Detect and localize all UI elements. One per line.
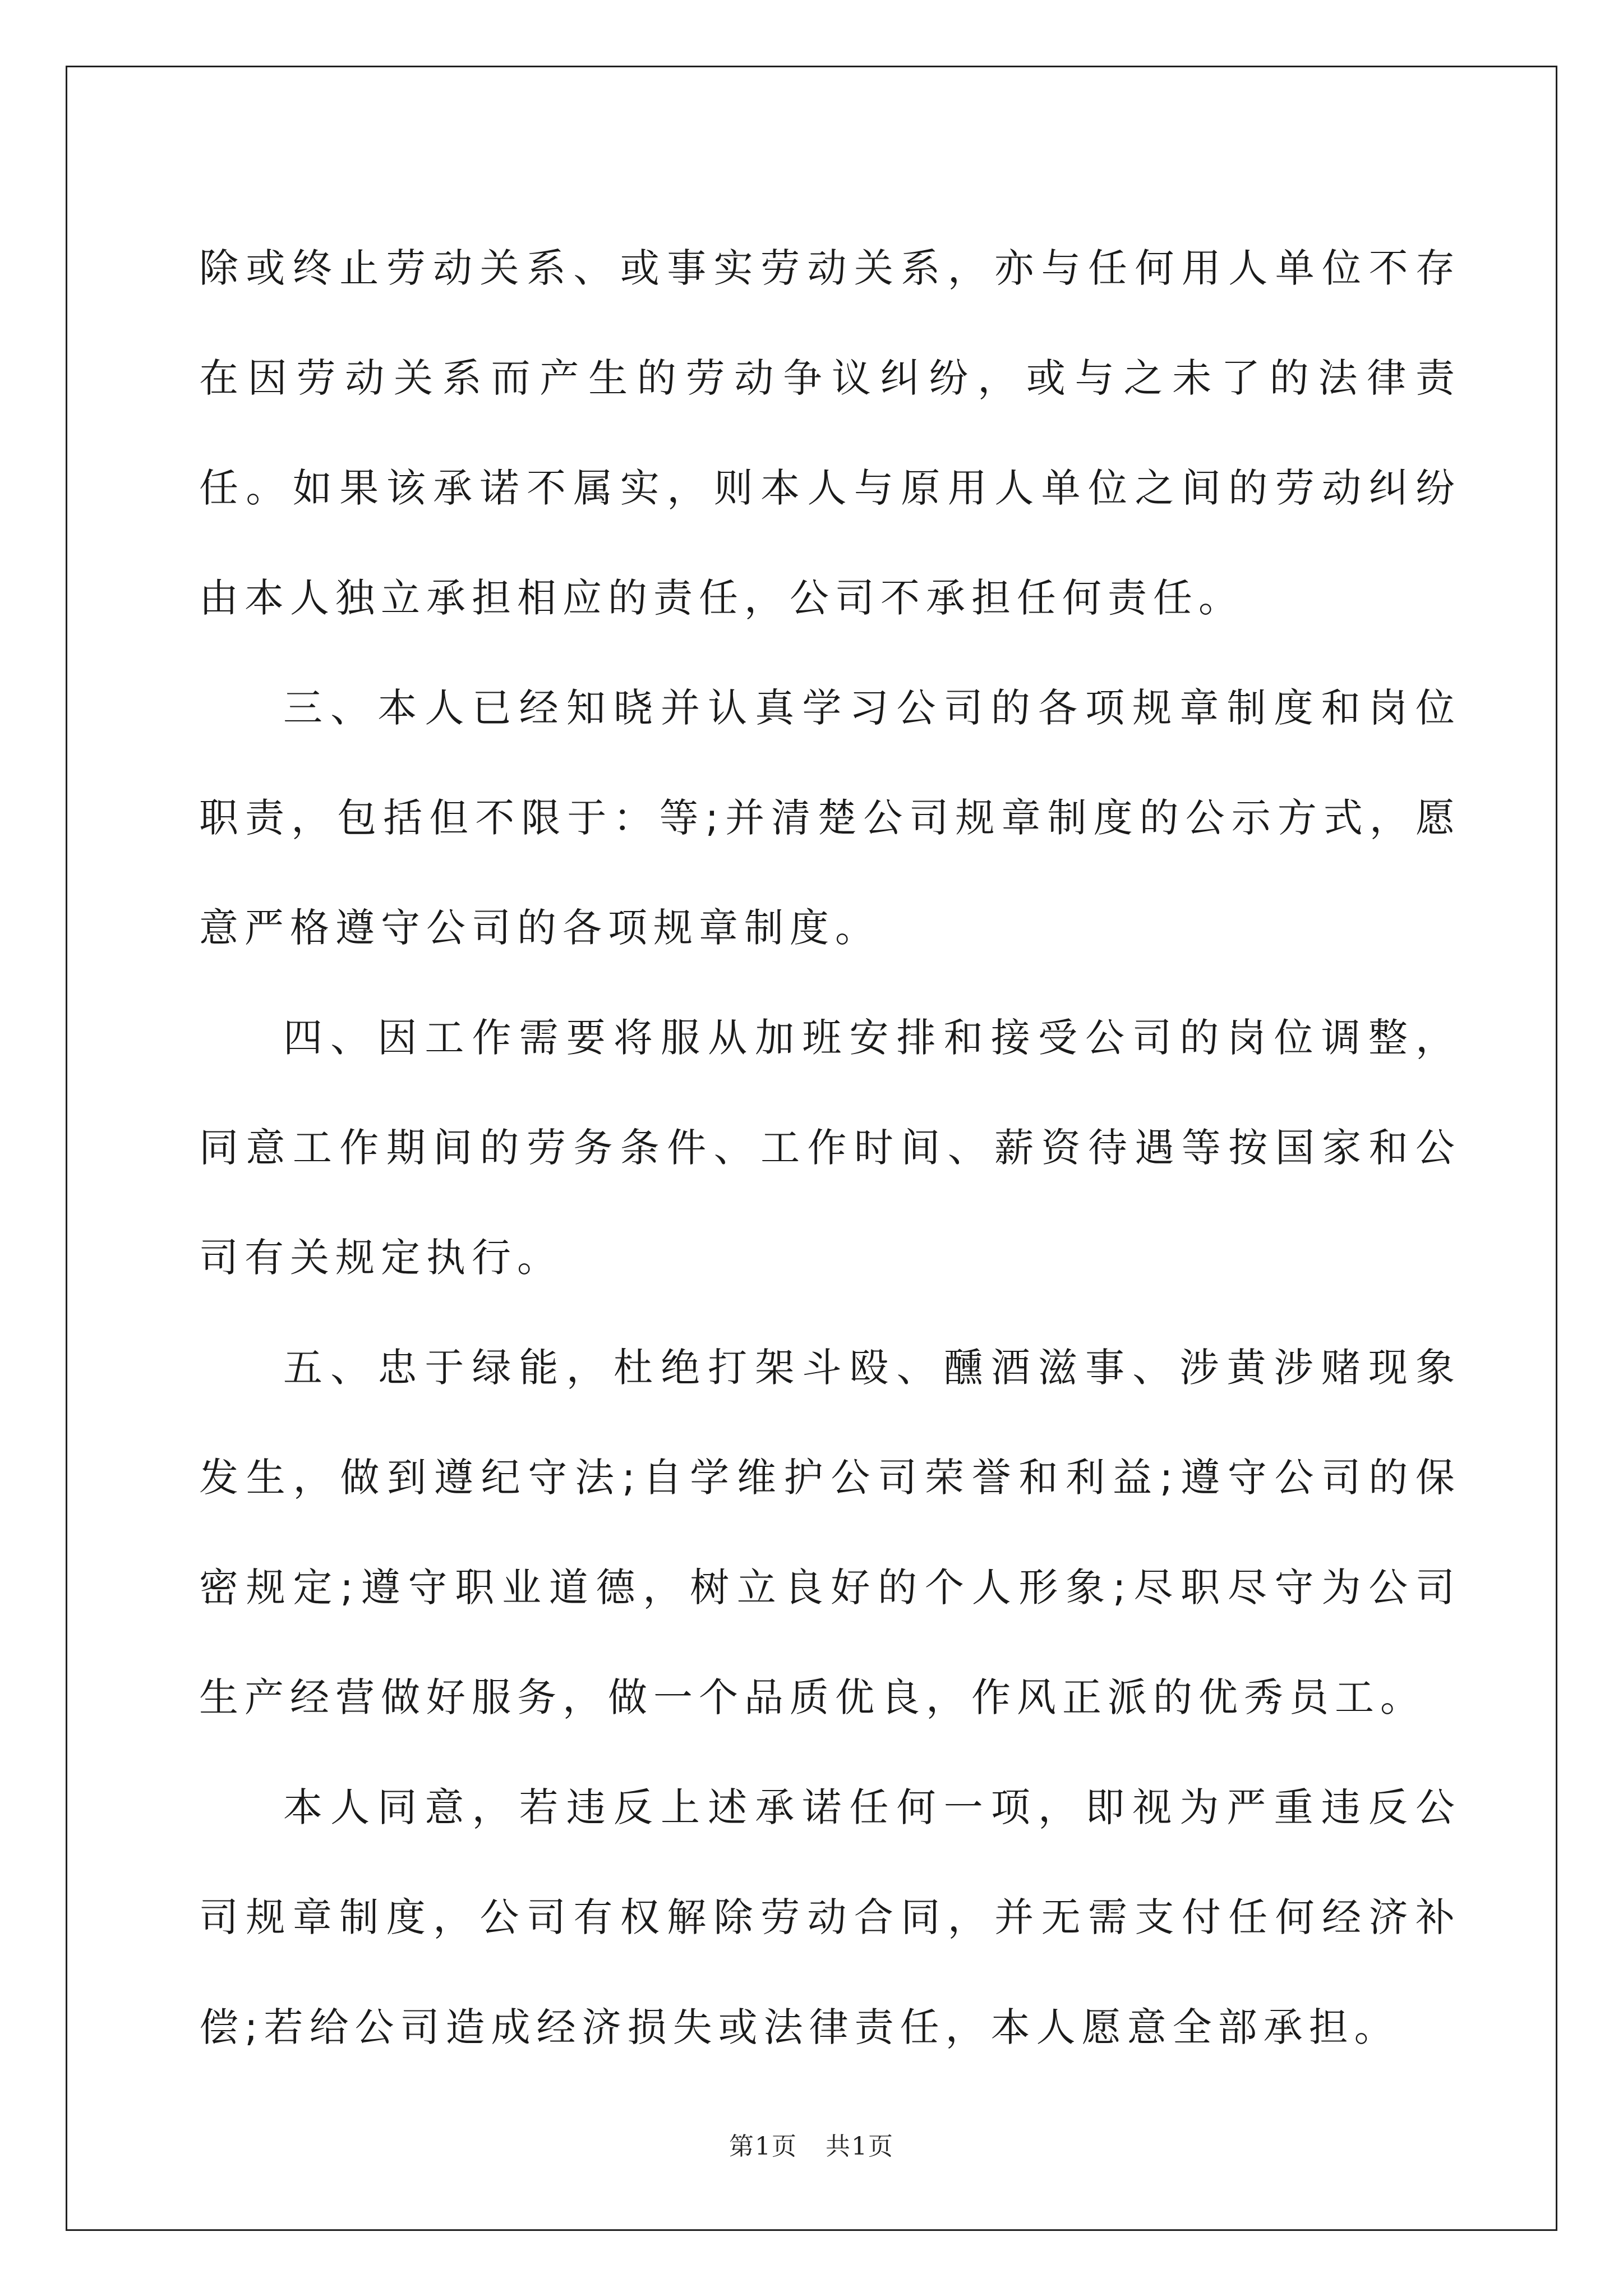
page-footer: [0, 2126, 1623, 2162]
paragraph-clause-3: 三、本人已经知晓并认真学习公司的各项规章制度和岗位职责，包括但不限于：等;并清楚公司规章制度的公示方式，愿意严格遵守公司的各项规章制度。: [199, 685, 1461, 951]
page-total: 共1页: [826, 2132, 894, 2161]
paragraph-clause-5: 五、忠于绿能，杜绝打架斗殴、醺酒滋事、涉黄涉赌现象发生，做到遵纪守法;自学维护公司荣誉和利益;遵守公司的保密规定;遵守职业道德，树立良好的个人形象;尽职尽守为公司生产经营做好服务，做一个品质优良，作风正派的优秀员工。: [199, 1345, 1461, 1720]
paragraph-continuation: 除或终止劳动关系、或事实劳动关系，亦与任何用人单位不存在因劳动关系而产生的劳动争议纠纷，或与之未了的法律责任。如果该承诺不属实，则本人与原用人单位之间的劳动纠纷由本人独立承担相应的责任，公司不承担任何责任。: [199, 245, 1461, 621]
paragraph-consent: 本人同意，若违反上述承诺任何一项，即视为严重违反公司规章制度，公司有权解除劳动合同，并无需支付任何经济补偿;若给公司造成经济损失或法律责任，本人愿意全部承担。: [199, 1784, 1461, 2050]
document-body: [199, 213, 1461, 2082]
paragraph-clause-4: 四、因工作需要将服从加班安排和接受公司的岗位调整，同意工作期间的劳务条件、工作时间、薪资待遇等按国家和公司有关规定执行。: [199, 1015, 1461, 1281]
page-number: 第1页: [729, 2132, 797, 2161]
